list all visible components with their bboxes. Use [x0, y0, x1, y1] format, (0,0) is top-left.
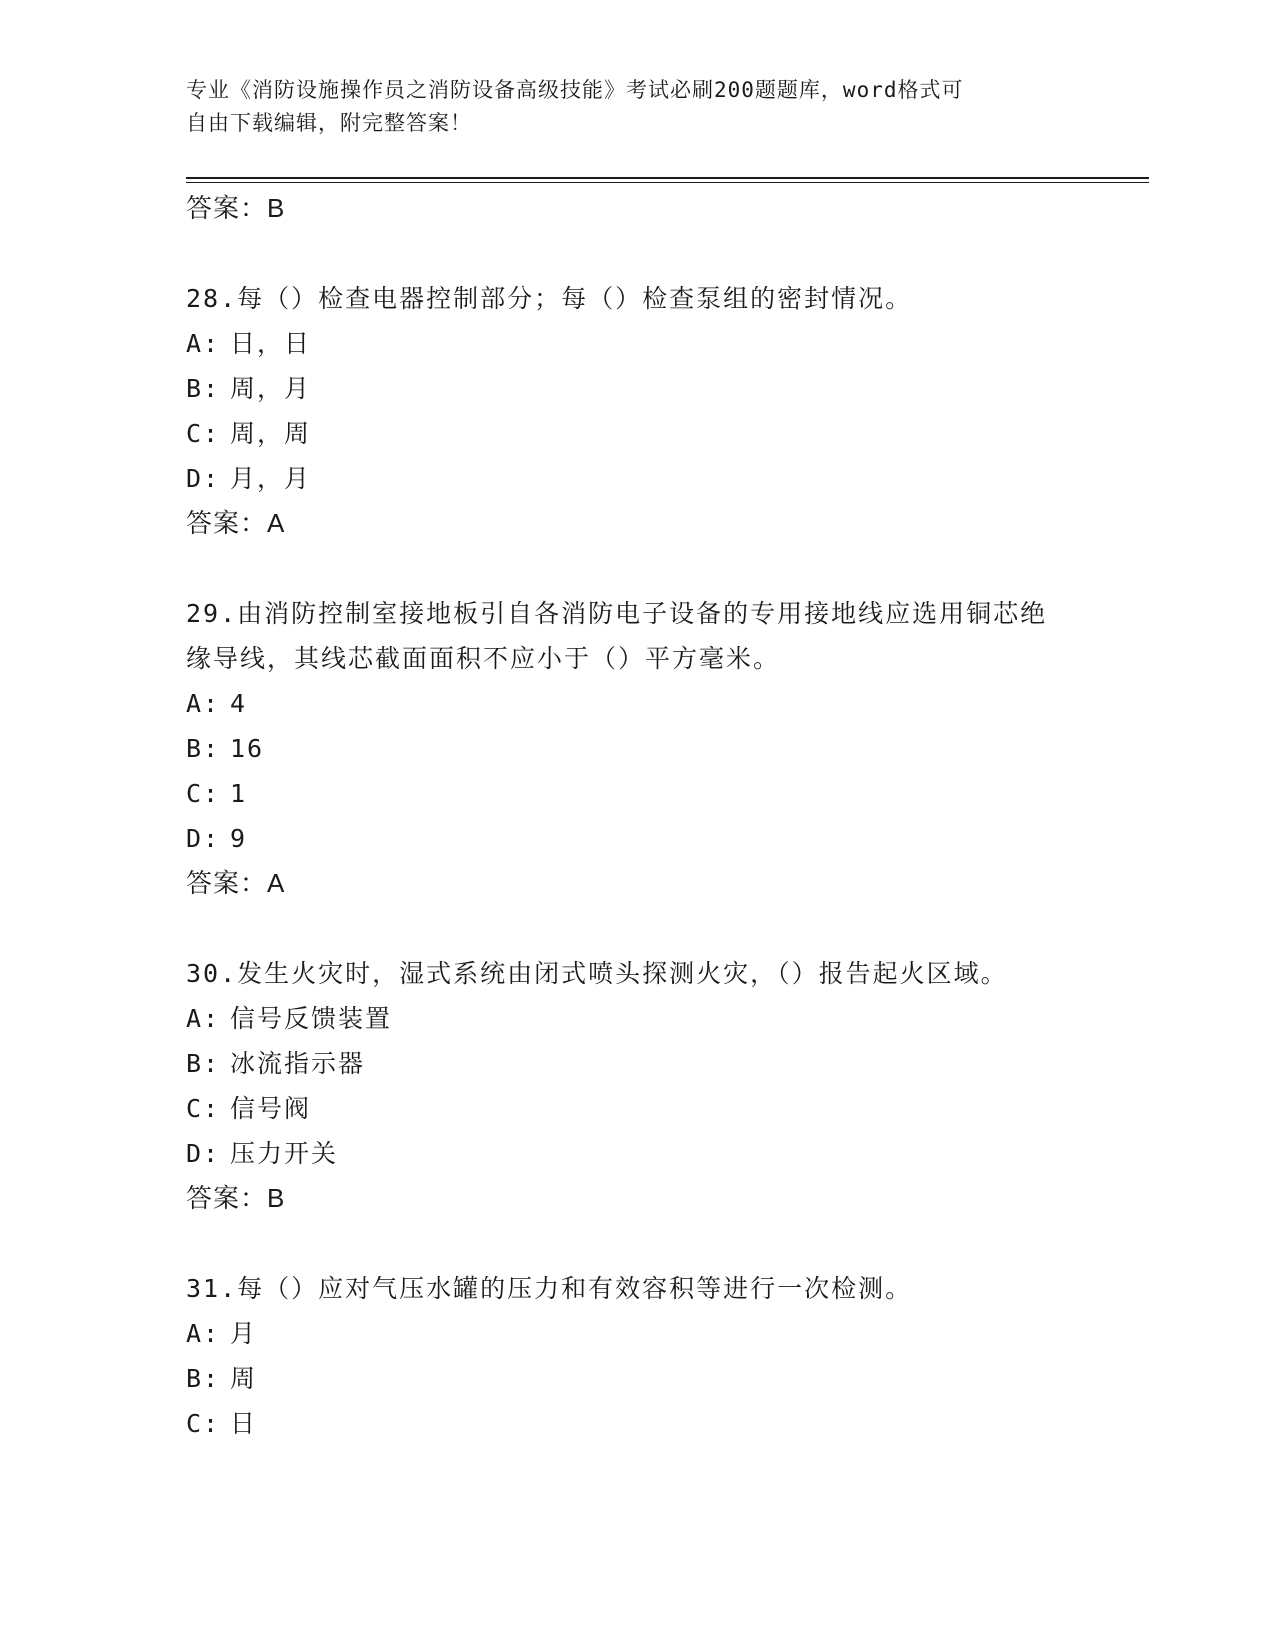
option-key: B:	[186, 1364, 221, 1393]
option-b	[186, 1041, 1086, 1086]
header-line-2: 自由下载编辑，附完整答案！	[186, 111, 472, 135]
question-block	[186, 951, 1086, 1221]
option-key: B:	[186, 1049, 221, 1078]
option-text: 4	[230, 689, 248, 718]
option-a	[186, 321, 1086, 366]
question-stem: 31.每（）应对气压水罐的压力和有效容积等进行一次检测。	[186, 1274, 913, 1303]
spacer	[186, 546, 1086, 591]
header-divider-thick	[186, 177, 1149, 179]
header-line-1: 专业《消防设施操作员之消防设备高级技能》考试必刷200题题库，word格式可	[186, 78, 964, 102]
option-text: 冰流指示器	[230, 1049, 366, 1078]
option-c	[186, 1401, 1086, 1446]
option-text: 周，周	[230, 419, 312, 448]
option-text: 周，月	[230, 374, 312, 403]
spacer	[186, 1221, 1086, 1266]
option-a	[186, 996, 1086, 1041]
page-header	[186, 74, 1086, 140]
previous-answer: 答案：B	[186, 193, 286, 223]
option-d	[186, 456, 1086, 501]
option-text: 日，日	[230, 329, 312, 358]
option-c	[186, 1086, 1086, 1131]
question-block	[186, 591, 1086, 906]
spacer	[186, 231, 1086, 276]
answer-line: 答案：A	[186, 508, 286, 538]
option-d	[186, 816, 1086, 861]
answer-line: 答案：A	[186, 868, 286, 898]
option-text: 日	[230, 1409, 258, 1438]
spacer	[186, 906, 1086, 951]
question-block	[186, 276, 1086, 546]
question-stem: 28.每（）检查电器控制部分；每（）检查泵组的密封情况。	[186, 284, 913, 313]
option-key: B:	[186, 374, 221, 403]
option-text: 1	[230, 779, 248, 808]
option-text: 信号反馈装置	[230, 1004, 393, 1033]
option-key: D:	[186, 464, 221, 493]
option-text: 9	[230, 824, 248, 853]
option-d	[186, 1131, 1086, 1176]
option-key: D:	[186, 824, 221, 853]
option-text: 月，月	[230, 464, 312, 493]
question-list	[186, 186, 1086, 1446]
option-key: C:	[186, 779, 221, 808]
option-text: 周	[230, 1364, 258, 1393]
option-text: 月	[230, 1319, 258, 1348]
option-b	[186, 366, 1086, 411]
option-key: A:	[186, 329, 221, 358]
option-text: 信号阀	[230, 1094, 312, 1123]
question-stem: 29.由消防控制室接地板引自各消防电子设备的专用接地线应选用铜芯绝缘导线，其线芯截面面积不应小于（）平方毫米。	[186, 599, 1048, 673]
option-key: C:	[186, 1409, 221, 1438]
option-c	[186, 411, 1086, 456]
option-key: B:	[186, 734, 221, 763]
option-a	[186, 1311, 1086, 1356]
option-text: 压力开关	[230, 1139, 339, 1168]
option-b	[186, 1356, 1086, 1401]
option-c	[186, 771, 1086, 816]
option-key: A:	[186, 1004, 221, 1033]
option-key: A:	[186, 689, 221, 718]
answer-line: 答案：B	[186, 1183, 286, 1213]
option-a	[186, 681, 1086, 726]
header-divider-thin	[186, 182, 1149, 183]
option-key: D:	[186, 1139, 221, 1168]
option-b	[186, 726, 1086, 771]
option-key: C:	[186, 419, 221, 448]
option-key: C:	[186, 1094, 221, 1123]
question-stem: 30.发生火灾时，湿式系统由闭式喷头探测火灾，（）报告起火区域。	[186, 959, 1008, 988]
option-text: 16	[230, 734, 265, 763]
option-key: A:	[186, 1319, 221, 1348]
question-block	[186, 1266, 1086, 1446]
